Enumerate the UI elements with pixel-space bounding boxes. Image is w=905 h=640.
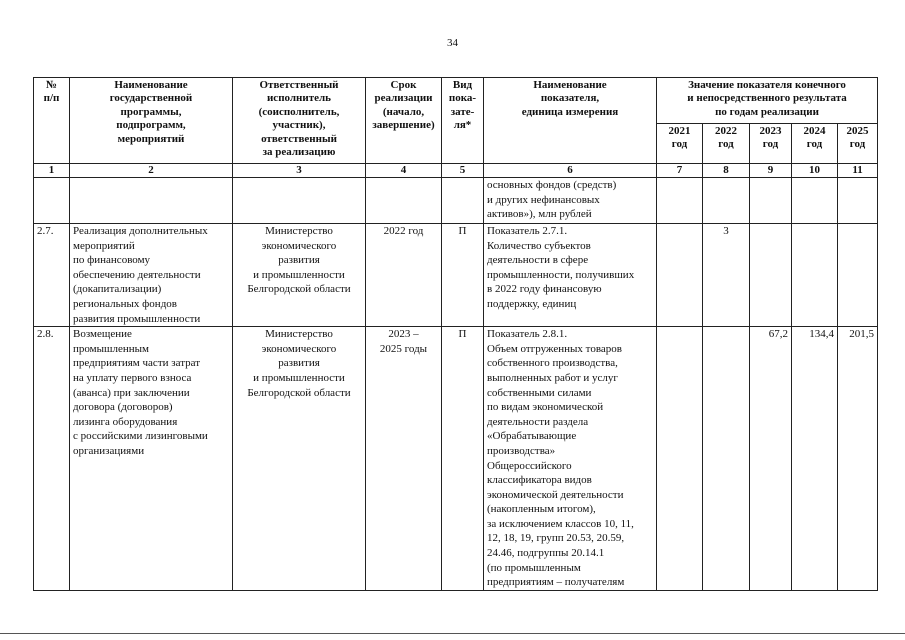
table-row [34, 178, 878, 224]
text-line: классификатора видов [487, 474, 592, 487]
column-number: 9 [750, 164, 792, 178]
row-kind: П [442, 224, 484, 327]
text-line: по финансовому [73, 254, 151, 267]
text-line: Наименование [114, 79, 188, 91]
text-line: участник), [272, 119, 326, 132]
row-value-2024 [792, 224, 838, 327]
text-line: деятельности в сфере [487, 254, 589, 267]
text-line: (по промышленным [487, 561, 581, 574]
text-line: собственными силами [487, 386, 592, 399]
text-line: реализации [374, 92, 433, 105]
row-name [70, 327, 233, 591]
row-value-2024 [792, 178, 838, 224]
column-number: 5 [442, 164, 484, 178]
header-col-kind [442, 78, 484, 164]
text-line: Белгородской области [247, 386, 351, 399]
text-line: Вид [452, 79, 473, 91]
text-line: договора (договоров) [73, 401, 173, 414]
text-line: № [45, 79, 58, 91]
text-line: на уплату первого взноса [73, 371, 192, 384]
row-value-2023 [750, 224, 792, 327]
row-number: 2.8. [34, 327, 70, 591]
header-year-2023: 2023 год [750, 124, 792, 164]
indicators-table [33, 77, 878, 591]
row-value-2023 [750, 178, 792, 224]
text-line: подпрограмм, [116, 119, 186, 132]
text-line: Возмещение [73, 328, 132, 341]
page-number: 34 [447, 37, 458, 49]
column-number: 11 [838, 164, 878, 178]
page-bottom-edge [0, 633, 905, 634]
column-number: 6 [484, 164, 657, 178]
text-line: экономической деятельности [487, 488, 624, 501]
text-line: Реализация дополнительных [73, 225, 208, 237]
row-value-2025 [838, 178, 878, 224]
header-year-2024: 2024 год [792, 124, 838, 164]
text-line: (докапитализации) [73, 283, 162, 296]
column-number: 4 [366, 164, 442, 178]
text-line: по годам реализации [715, 105, 819, 118]
text-line: развития [278, 357, 320, 370]
text-line: Министерство [265, 328, 333, 341]
row-value-2021 [657, 178, 703, 224]
text-line: (соисполнитель, [258, 105, 340, 118]
table-row [34, 224, 878, 327]
row-term [366, 327, 442, 591]
header-year-2022: 2022 год [703, 124, 750, 164]
row-value-2025 [838, 224, 878, 327]
row-name [70, 178, 233, 224]
text-line: единица измерения [521, 105, 619, 118]
row-value-2025: 201,5 [838, 327, 878, 591]
text-line: Белгородской области [247, 283, 351, 296]
row-executor [233, 327, 366, 591]
header-col-number [34, 78, 70, 164]
text-line: Срок [390, 79, 417, 91]
text-line: пока- [448, 92, 477, 105]
column-number: 2 [70, 164, 233, 178]
table-row [34, 327, 878, 591]
header-year-2021: 2021 год [657, 124, 703, 164]
row-value-2023: 67,2 [750, 327, 792, 591]
text-line: (аванса) при заключении [73, 386, 190, 399]
text-line: собственного производства, [487, 357, 618, 370]
text-line: ля* [453, 119, 472, 132]
row-value-2022: 3 [703, 224, 750, 327]
column-number: 7 [657, 164, 703, 178]
text-line: экономического [261, 342, 337, 355]
text-line: организациями [73, 444, 145, 457]
text-line: Показатель 2.8.1. [487, 328, 568, 341]
header-col-term [366, 78, 442, 164]
text-line: Показатель 2.7.1. [487, 225, 568, 237]
column-number: 3 [233, 164, 366, 178]
text-line: 24.46, подгруппы 20.14.1 [487, 547, 605, 560]
header-col-program [70, 78, 233, 164]
text-line: 2023 – [388, 328, 419, 341]
row-term [366, 224, 442, 327]
text-line: активов»), млн рублей [487, 208, 592, 221]
header-col-indicator [484, 78, 657, 164]
text-line: показателя, [540, 92, 600, 105]
row-executor [233, 224, 366, 327]
header-year-2025: 2025 год [838, 124, 878, 164]
column-numbers-row [34, 164, 878, 178]
row-indicator [484, 224, 657, 327]
text-line: ответственный [261, 132, 337, 145]
text-line: 12, 18, 19, групп 20.53, 20.59, [487, 532, 625, 545]
text-line: Объем отгруженных товаров [487, 342, 622, 355]
text-line: выполненных работ и услуг [487, 371, 618, 384]
text-line: по видам экономической [487, 401, 604, 414]
text-line: Количество субъектов [487, 239, 591, 252]
text-line: предприятиям – получателям [487, 576, 625, 589]
header-col-executor [233, 78, 366, 164]
text-line: за реализацию [262, 146, 336, 159]
row-number: 2.7. [34, 224, 70, 327]
text-line: основных фондов (средств) [487, 179, 617, 191]
row-number [34, 178, 70, 224]
text-line: 2025 годы [379, 342, 428, 355]
row-indicator [484, 327, 657, 591]
text-line: поддержку, единиц [487, 297, 577, 310]
text-line: с российскими лизинговыми [73, 430, 208, 443]
text-line: и промышленности [253, 268, 345, 281]
text-line: Общероссийского [487, 459, 572, 472]
column-number: 1 [34, 164, 70, 178]
text-line: зате- [450, 105, 475, 118]
text-line: экономического [261, 239, 337, 252]
text-line: п/п [43, 92, 60, 105]
row-kind [442, 178, 484, 224]
text-line: Министерство [265, 225, 333, 237]
text-line: промышленности, получивших [487, 268, 635, 281]
text-line: региональных фондов [73, 297, 177, 310]
text-line: развития промышленности [73, 312, 201, 325]
row-value-2021 [657, 327, 703, 591]
row-kind: П [442, 327, 484, 591]
row-term [366, 178, 442, 224]
text-line: Наименование [533, 79, 607, 91]
text-line: за исключением классов 10, 11, [487, 517, 634, 530]
text-line: государственной [109, 92, 193, 105]
text-line: Значение показателя конечного [688, 79, 846, 91]
column-number: 8 [703, 164, 750, 178]
row-executor [233, 178, 366, 224]
text-line: и непосредственного результата [687, 92, 847, 105]
text-line: обеспечению деятельности [73, 268, 201, 281]
column-number: 10 [792, 164, 838, 178]
text-line: программы, [120, 105, 182, 118]
text-line: (накопленным итогом), [487, 503, 596, 516]
text-line: мероприятий [117, 132, 185, 145]
text-line: в 2022 году финансовую [487, 283, 602, 296]
text-line: (начало, [382, 105, 425, 118]
text-line: лизинга оборудования [73, 415, 178, 428]
text-line: развития [278, 254, 320, 267]
text-line: и других нефинансовых [487, 193, 600, 206]
text-line: завершение) [372, 119, 435, 132]
row-indicator [484, 178, 657, 224]
text-line: мероприятий [73, 239, 135, 252]
text-line: и промышленности [253, 371, 345, 384]
header-row-top [34, 78, 878, 124]
row-value-2022 [703, 178, 750, 224]
text-line: исполнитель [266, 92, 332, 105]
header-group-values [657, 78, 878, 124]
text-line: промышленным [73, 342, 149, 355]
text-line: «Обрабатывающие [487, 430, 577, 443]
text-line: деятельности раздела [487, 415, 589, 428]
row-value-2024: 134,4 [792, 327, 838, 591]
text-line: 2022 год [383, 225, 424, 237]
text-line: Ответственный [259, 79, 339, 91]
row-value-2021 [657, 224, 703, 327]
text-line: производства» [487, 444, 556, 457]
row-name [70, 224, 233, 327]
row-value-2022 [703, 327, 750, 591]
text-line: предприятиям части затрат [73, 357, 201, 370]
